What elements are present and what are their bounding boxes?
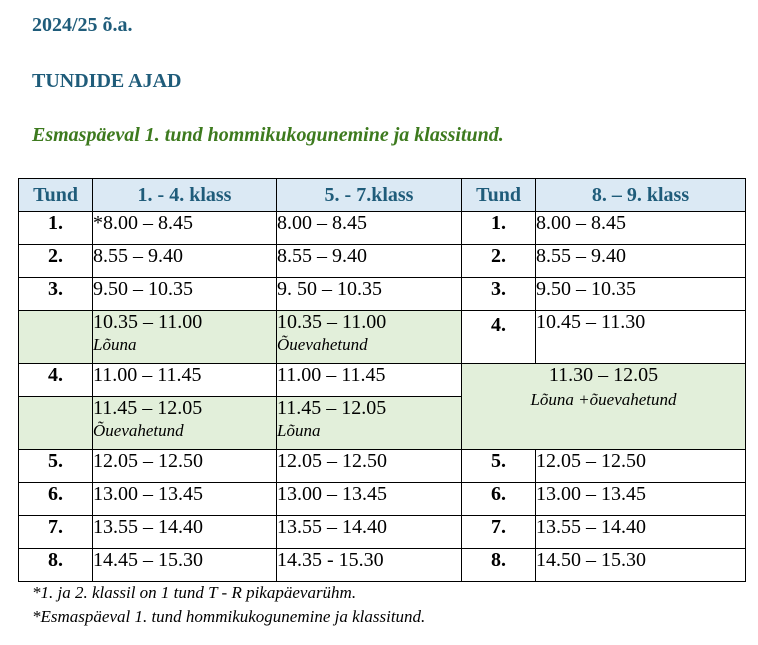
time-cell: 13.55 – 14.40 [277,516,462,549]
lesson-number: 5. [462,450,536,483]
break-cell [93,311,277,364]
table-row [19,549,746,582]
lesson-number: 4. [19,364,93,397]
table-row [19,278,746,311]
break-cell [277,397,462,450]
time-cell: 9. 50 – 10.35 [277,278,462,311]
header-lesson-2: Tund [462,179,536,212]
break-note: Õuevahetund [277,335,368,354]
lesson-number: 1. [19,212,93,245]
break-time: 11.30 – 12.05 [548,364,659,386]
break-cell [277,311,462,364]
time-cell: 8.55 – 9.40 [277,245,462,278]
time-cell: 13.00 – 13.45 [277,483,462,516]
time-cell: 12.05 – 12.50 [277,450,462,483]
time-cell: 10.45 – 11.30 [536,311,746,364]
header-grades-1-4: 1. - 4. klass [93,179,277,212]
table-row [19,483,746,516]
time-cell: 11.00 – 11.45 [277,364,462,397]
break-note: Lõuna [93,335,137,354]
time-cell: 14.35 - 15.30 [277,549,462,582]
time-cell: 8.55 – 9.40 [93,245,277,278]
lesson-number: 2. [462,245,536,278]
table-row [19,516,746,549]
lesson-number: 7. [19,516,93,549]
lesson-number: 6. [19,483,93,516]
lesson-number: 3. [462,278,536,311]
break-note: Õuevahetund [93,421,184,440]
footnote: *Esmaspäeval 1. tund hommikukogunemine ja klassitund. [32,607,426,626]
table-header-row [19,179,746,212]
time-cell: 13.55 – 14.40 [93,516,277,549]
time-cell: 12.05 – 12.50 [536,450,746,483]
table-row [19,450,746,483]
break-time: 10.35 – 11.00 [93,311,203,333]
time-cell: 8.55 – 9.40 [536,245,746,278]
page-title: TUNDIDE AJAD [32,70,182,92]
footnote: *1. ja 2. klassil on 1 tund T - R pikapäevarühm. [32,583,357,602]
schedule-table [18,178,746,582]
lesson-number: 7. [462,516,536,549]
school-year: 2024/25 õ.a. [32,14,133,36]
break-time: 10.35 – 11.00 [277,311,387,333]
table-row [19,245,746,278]
time-cell: 13.00 – 13.45 [93,483,277,516]
empty-lesson-cell [19,397,93,450]
header-grades-5-7: 5. - 7.klass [277,179,462,212]
lesson-number: 5. [19,450,93,483]
time-cell: 14.45 – 15.30 [93,549,277,582]
lesson-number: 1. [462,212,536,245]
header-lesson: Tund [19,179,93,212]
table-row [19,311,746,364]
lesson-number: 8. [462,549,536,582]
lesson-number: 3. [19,278,93,311]
lesson-number: 4. [462,311,536,364]
break-cell [93,397,277,450]
time-cell: *8.00 – 8.45 [93,212,277,245]
lesson-number: 6. [462,483,536,516]
header-grades-8-9: 8. – 9. klass [536,179,746,212]
time-cell: 11.00 – 11.45 [93,364,277,397]
lesson-number: 2. [19,245,93,278]
time-cell: 13.55 – 14.40 [536,516,746,549]
break-time: 11.45 – 12.05 [93,397,203,419]
page-subtitle: Esmaspäeval 1. tund hommikukogunemine ja klassitund. [32,124,504,146]
break-note: Lõuna +õuevahetund [530,390,677,409]
lesson-number: 8. [19,549,93,582]
time-cell: 9.50 – 10.35 [536,278,746,311]
time-cell: 8.00 – 8.45 [536,212,746,245]
break-time: 11.45 – 12.05 [277,397,387,419]
time-cell: 9.50 – 10.35 [93,278,277,311]
empty-lesson-cell [19,311,93,364]
time-cell: 13.00 – 13.45 [536,483,746,516]
break-note: Lõuna [277,421,321,440]
table-row [19,212,746,245]
time-cell: 12.05 – 12.50 [93,450,277,483]
table-row [19,364,746,397]
time-cell: 8.00 – 8.45 [277,212,462,245]
time-cell: 14.50 – 15.30 [536,549,746,582]
merged-break-cell [462,364,746,450]
